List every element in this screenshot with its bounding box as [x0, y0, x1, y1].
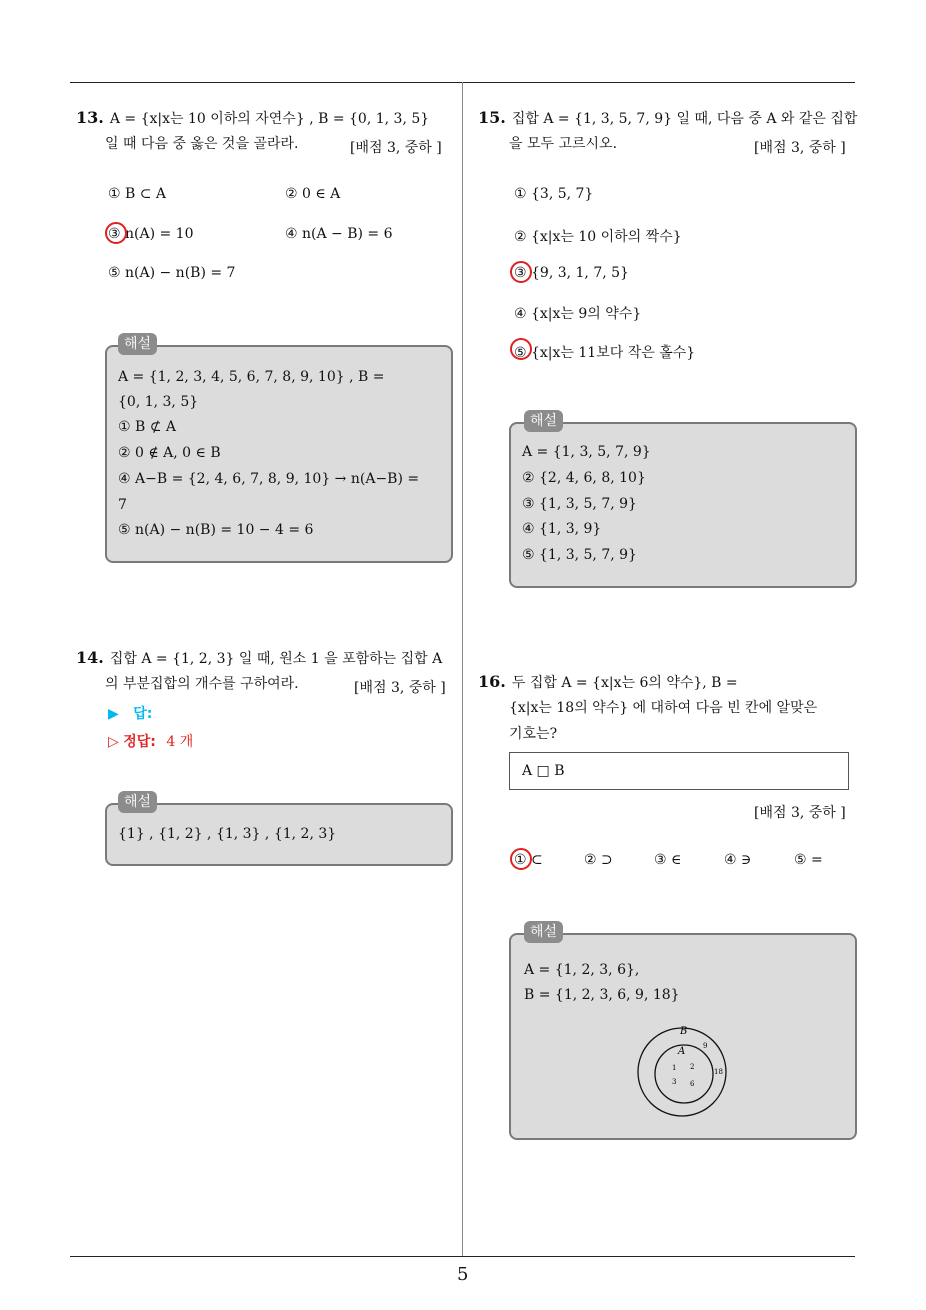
q15-score: [배점 3, 중하 ] [754, 140, 846, 156]
q13-text1: A = {x|x는 10 이하의 자연수} , B = {0, 1, 3, 5} [109, 111, 430, 127]
q14-explanation-tag: 해설 [118, 791, 157, 813]
q13-option-4[interactable]: ④ n(A − B) = 6 [285, 226, 393, 242]
venn-elem-3: 3 [672, 1078, 677, 1086]
q16-option-3[interactable]: ③ ∈ [654, 852, 682, 868]
q14-correct-value: 4 개 [166, 734, 194, 750]
venn-inner-label: A [678, 1046, 686, 1057]
q16-option-1[interactable]: ① ⊂ [514, 852, 543, 868]
q16-line2: {x|x는 18의 약수} 에 대하여 다음 빈 칸에 알맞은 [509, 700, 818, 716]
q14-correct-label: 정답: [123, 734, 156, 750]
q15-exp-line-1: A = {1, 3, 5, 7, 9} [522, 444, 651, 460]
q14-answer-row [108, 703, 152, 723]
venn-elem-2: 2 [690, 1063, 695, 1071]
q13-answer-mark [105, 222, 127, 244]
q13-exp-line-7: ⑤ n(A) − n(B) = 10 − 4 = 6 [118, 522, 314, 538]
q13-option-5[interactable]: ⑤ n(A) − n(B) = 7 [108, 265, 236, 281]
q15-option-5[interactable]: ⑤ {x|x는 11보다 작은 홀수} [514, 345, 696, 361]
q13-number: 13. [76, 108, 104, 127]
q16-option-5[interactable]: ⑤ = [794, 852, 823, 868]
q13-option-3[interactable]: ③ n(A) = 10 [108, 226, 194, 242]
q14-line1 [76, 645, 442, 672]
venn-elem-1: 1 [672, 1064, 677, 1072]
q15-option-3[interactable]: ③ {9, 3, 1, 7, 5} [514, 265, 629, 281]
venn-elem-9: 9 [703, 1042, 708, 1050]
q16-exp-line-1: A = {1, 2, 3, 6}, [524, 962, 640, 978]
q14-line2: 의 부분집합의 개수를 구하여라. [105, 676, 299, 692]
q16-option-4[interactable]: ④ ∋ [724, 852, 752, 868]
q15-exp-line-3: ③ {1, 3, 5, 7, 9} [522, 496, 637, 512]
q16-option-2[interactable]: ② ⊃ [584, 852, 613, 868]
q16-explanation-tag: 해설 [524, 921, 563, 943]
q16-score: [배점 3, 중하 ] [754, 805, 846, 821]
bottom-rule [70, 1256, 855, 1257]
q15-exp-line-5: ⑤ {1, 3, 5, 7, 9} [522, 547, 637, 563]
q13-exp-line-2: {0, 1, 3, 5} [118, 394, 199, 410]
q15-option-4[interactable]: ④ {x|x는 9의 약수} [514, 306, 642, 322]
q13-exp-line-5: ④ A−B = {2, 4, 6, 7, 8, 9, 10} → n(A−B) = [118, 471, 420, 487]
q15-line1 [478, 105, 857, 132]
q16-exp-line-2: B = {1, 2, 3, 6, 9, 18} [524, 987, 680, 1003]
q14-exp-line-1: {1} , {1, 2} , {1, 3} , {1, 2, 3} [118, 826, 337, 842]
q13-exp-line-3: ① B ⊄ A [118, 419, 177, 435]
page-number: 5 [457, 1264, 469, 1285]
q16-text1: 두 집합 A = {x|x는 6의 약수}, B = [511, 675, 738, 691]
q16-line3: 기호는? [509, 726, 558, 742]
q15-number: 15. [478, 108, 506, 127]
venn-elem-6: 6 [690, 1080, 695, 1088]
q15-line2: 을 모두 고르시오. [509, 136, 618, 152]
q13-option-1[interactable]: ① B ⊂ A [108, 186, 167, 202]
q14-number: 14. [76, 648, 104, 667]
venn-outer-label: B [680, 1026, 688, 1037]
q14-score: [배점 3, 중하 ] [354, 680, 446, 696]
venn-diagram [630, 1020, 740, 1120]
q15-explanation-tag: 해설 [524, 410, 563, 432]
q14-answer-label: 답: [133, 706, 153, 722]
q16-box-text: A □ B [522, 763, 565, 779]
q13-exp-line-4: ② 0 ∉ A, 0 ∈ B [118, 445, 221, 461]
q13-score: [배점 3, 중하 ] [350, 140, 442, 156]
q15-option-1[interactable]: ① {3, 5, 7} [514, 186, 594, 202]
q15-answer-mark-3 [510, 261, 532, 283]
q15-exp-line-2: ② {2, 4, 6, 8, 10} [522, 470, 646, 486]
q15-text1: 집합 A = {1, 3, 5, 7, 9} 일 때, 다음 중 A 와 같은 집합 [511, 111, 858, 127]
q13-option-2[interactable]: ② 0 ∈ A [285, 186, 341, 202]
q15-answer-mark-5 [510, 338, 532, 360]
q16-number: 16. [478, 672, 506, 691]
q14-text1: 집합 A = {1, 2, 3} 일 때, 원소 1 을 포함하는 집합 A [109, 651, 443, 667]
correct-arrow-icon: ▷ [108, 734, 119, 750]
q16-answer-mark [510, 848, 532, 870]
q15-option-2[interactable]: ② {x|x는 10 이하의 짝수} [514, 229, 682, 245]
venn-elem-18: 18 [714, 1068, 723, 1076]
q16-line1 [478, 669, 738, 696]
q13-exp-line-1: A = {1, 2, 3, 4, 5, 6, 7, 8, 9, 10} , B = [118, 369, 385, 385]
q14-correct-row [108, 731, 193, 751]
q13-line2: 일 때 다음 중 옳은 것을 골라라. [105, 136, 299, 152]
q13-line1 [76, 105, 429, 132]
q15-exp-line-4: ④ {1, 3, 9} [522, 521, 602, 537]
answer-arrow-icon: ▶ [108, 706, 119, 722]
column-divider [462, 82, 463, 1257]
q13-explanation-tag: 해설 [118, 333, 157, 355]
q13-exp-line-6: 7 [118, 497, 127, 513]
